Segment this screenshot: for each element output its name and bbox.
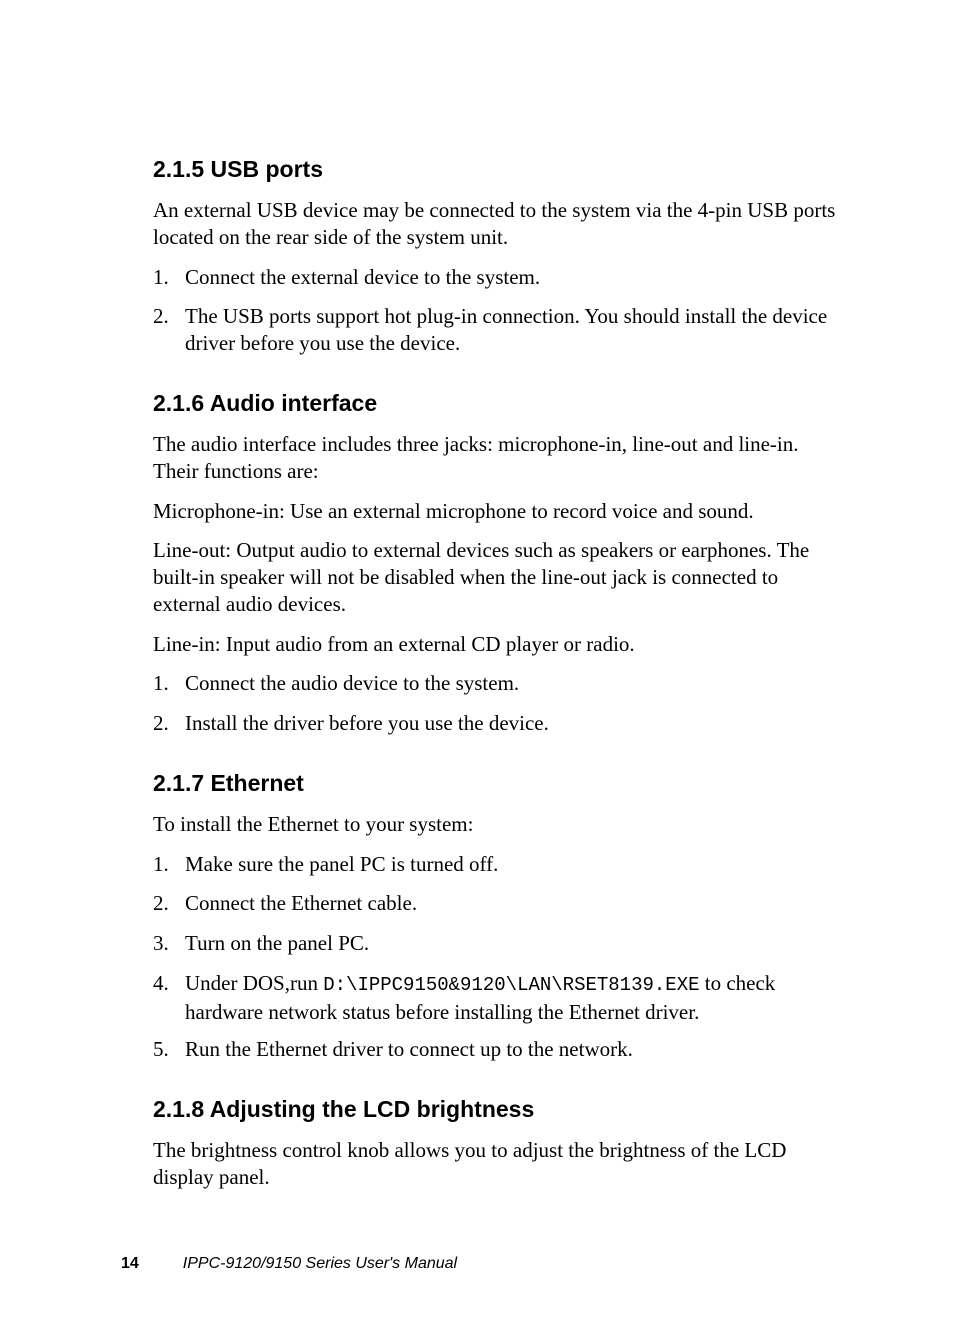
audio-paragraph: Line-in: Input audio from an external CD player or radio. bbox=[153, 632, 635, 656]
page-footer bbox=[121, 1255, 457, 1273]
list-item: 3. Turn on the panel PC. bbox=[153, 931, 370, 955]
section-heading-ethernet: 2.1.7 Ethernet bbox=[153, 770, 304, 796]
list-item: 2. Connect the Ethernet cable. bbox=[153, 891, 418, 915]
manual-title: IPPC-9120/9150 Series User's Manual bbox=[182, 1255, 458, 1272]
list-item: 5. Run the Ethernet driver to connect up to the network. bbox=[153, 1037, 633, 1061]
audio-paragraph: Microphone-in: Use an external microphone to record voice and sound. bbox=[153, 499, 754, 523]
list-item: 1. Make sure the panel PC is turned off. bbox=[153, 852, 499, 876]
section-heading-usb-ports: 2.1.5 USB ports bbox=[153, 156, 323, 182]
section-heading-audio-interface: 2.1.6 Audio interface bbox=[153, 390, 378, 416]
audio-paragraph: The audio interface includes three jacks: microphone-in, line-out and line-in. Their functions are: bbox=[153, 432, 799, 483]
list-item: 1. Connect the external device to the system. bbox=[153, 265, 541, 289]
list-item: 2. The USB ports support hot plug-in connection. You should install the device driver before you use the device. bbox=[153, 304, 828, 355]
list-item: 2. Install the driver before you use the device. bbox=[153, 711, 549, 735]
ethernet-intro-paragraph: To install the Ethernet to your system: bbox=[153, 812, 474, 836]
list-item: 4. Under DOS,run D:\IPPC9150&9120\LAN\RSET8139.EXE to check hardware network status before installing the Ethernet driver. bbox=[153, 971, 776, 1024]
audio-paragraph: Line-out: Output audio to external devices such as speakers or earphones. The built-in speaker will not be disabled when the line-out jack is connected to external audio devices. bbox=[153, 538, 810, 616]
usb-intro-paragraph: An external USB device may be connected to the system via the 4-pin USB ports located on the rear side of the system unit. bbox=[153, 198, 836, 249]
command-path: D:\IPPC9150&9120\LAN\RSET8139.EXE bbox=[323, 974, 700, 996]
lcd-paragraph: The brightness control knob allows you to adjust the brightness of the LCD display panel. bbox=[153, 1138, 787, 1189]
page-number: 14 bbox=[121, 1255, 139, 1272]
step-prefix: Under DOS,run bbox=[185, 971, 324, 995]
list-item: 1. Connect the audio device to the system. bbox=[153, 671, 520, 695]
section-heading-lcd-brightness: 2.1.8 Adjusting the LCD brightness bbox=[153, 1096, 535, 1122]
step-suffix: to check hardware network status before installing the Ethernet driver. bbox=[185, 971, 776, 1024]
